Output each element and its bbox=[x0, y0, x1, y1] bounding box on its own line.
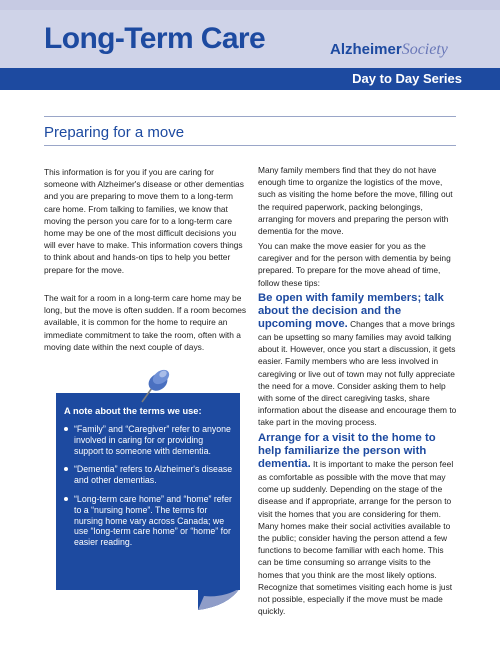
bullet-icon bbox=[64, 497, 68, 501]
note-item bbox=[64, 464, 234, 486]
bullet-icon bbox=[64, 467, 68, 471]
note-item bbox=[64, 494, 234, 548]
bullet-icon bbox=[64, 427, 68, 431]
tip-arrange-visit bbox=[258, 432, 458, 617]
divider-title bbox=[44, 145, 456, 146]
brand-main: Alzheimer bbox=[330, 41, 402, 58]
tip-body: It is important to make the person feel as comfortable as possible with the move that may come up suddenly. Depending on the stage of the disease and if appropriate, arrange for the person to visit the homes that you are considering for them. Many homes make their social activities available to the public; consider having the person attend a few functions to become familiar with each home. This can be time consuming so arrange visits to the homes that you think are the most likely options. Recognize that sometimes visiting each home is just not possible, especially if the move must be made quickly. bbox=[258, 459, 454, 617]
prepare-paragraph: You can make the move easier for you as the caregiver and for the person with dementia by being prepared. To prepare for the move ahead of time, follow these tips: bbox=[258, 241, 451, 288]
note-item-text: “Dementia” refers to Alzheimer's disease and other dementias. bbox=[74, 464, 233, 486]
series-bar bbox=[0, 68, 500, 90]
tip-body: Changes that a move brings can be upsetting so many families may avoid talking about it. However, once you start a discussion, it gets easier. Family members who are less involved in caregiving or live out of town may not fully appreciate the need for a move. Consider asking them to help with some of the direct caregiving tasks, share information about the disease and encourage them to take part in the moving process. bbox=[258, 319, 457, 428]
brand-italic: Society bbox=[401, 41, 448, 58]
series-label: Day to Day Series bbox=[352, 71, 462, 86]
intro-paragraph: This information is for you if you are caring for someone with Alzheimer's disease or other dementias and you are preparing to move them to a long-term care home. From talking to families, we know that moving the person you care for to a long-term care home may be one of the most difficult decisions you will ever have to make. This information covers things to think about and hands-on tips to help you better prepare for the move. bbox=[44, 167, 244, 275]
brand-logo bbox=[330, 41, 448, 59]
divider-top bbox=[44, 116, 456, 117]
tip-heading: Be open with family members; talk about the decision and the upcoming move. bbox=[258, 292, 444, 330]
logistics-paragraph: Many family members find that they do not have enough time to organize the logistics of the move, such as visiting the home before the move, filling out the required paperwork, packing belongings, arranging for movers and preparing the person with dementia for the move. bbox=[258, 165, 453, 237]
tip-heading: Arrange for a visit to the home to help familiarize the person with dementia. bbox=[258, 432, 436, 470]
note-item-text: “Family” and “Caregiver” refer to anyone involved in caring for or providing support to someone with dementia. bbox=[74, 424, 231, 456]
section-title: Preparing for a move bbox=[44, 124, 185, 141]
waiting-paragraph: The wait for a room in a long-term care home may be long, but the move is often sudden. If a room becomes available, it is common for the home to require an immediate commitment to take the room, often with a moving date within the next couple of days. bbox=[44, 293, 247, 352]
note-item bbox=[64, 424, 234, 456]
push-pin-icon bbox=[128, 362, 176, 408]
tip-be-open bbox=[258, 292, 458, 429]
note-item-text: “Long-term care home” and “home” refer to a “nursing home”. The terms for nursing home vary across Canada; we use “long-term care home” or “home” for easier reading. bbox=[74, 493, 232, 548]
note-title: A note about the terms we use: bbox=[64, 406, 202, 416]
note-list bbox=[64, 424, 234, 556]
page-title: Long-Term Care bbox=[44, 22, 266, 55]
